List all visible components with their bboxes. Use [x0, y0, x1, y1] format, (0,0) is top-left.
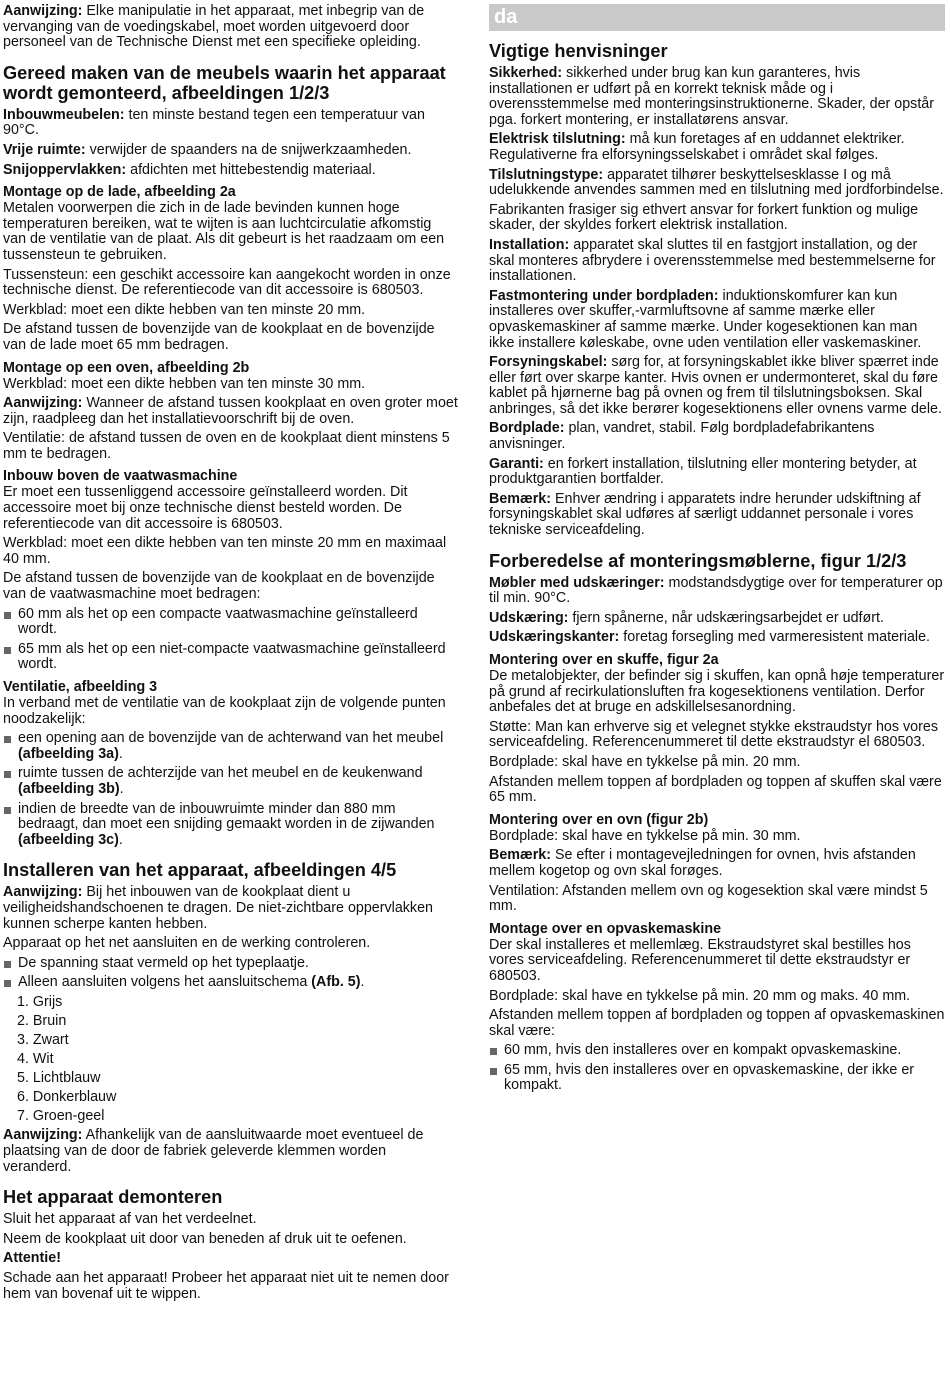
para-ovn-2: Bemærk: Se efter i montagevejledningen for ovnen, hvis afstanden mellem kogetop og ovn skal forøges.	[489, 847, 916, 879]
para-tilslutningstype: Tilslutningstype: apparatet tilhører beskyttelsesklasse I og må udelukkende anvendes sammen med en tilslutning med jordforbindelse.	[489, 166, 944, 199]
para-snijoppervlakken: Snijoppervlakken: afdichten met hittebestendig materiaal.	[3, 161, 376, 178]
para-oven-3: Ventilatie: de afstand tussen de oven en de kookplaat dient minstens 5 mm te bedragen.	[3, 430, 450, 462]
list-item: 60 mm als het op een compacte vaatwasmachine geïnstalleerd wordt.	[3, 607, 458, 638]
heading-skuffe: Montering over en skuffe, figur 2a	[489, 652, 719, 668]
list-item: indien de breedte van de inbouwruimte minder dan 880 mm bedraagt, dan moet een snijding gemaakt worden in de zijwanden (afbeelding 3c).	[3, 802, 458, 849]
para-bordplade: Bordplade: plan, vandret, stabil. Følg bordpladefabrikantens anvisninger.	[489, 420, 875, 453]
heading-forberedelse: Forberedelse af monteringsmøblerne, figur 1/2/3	[489, 550, 907, 571]
para-opvask-1: Der skal installeres et mellemlæg. Ekstraudstyret skal bestilles hos vores serviceafdeling. Referencenummeret til dette ekstraudstyr er 680503.	[489, 936, 911, 984]
list-item: 65 mm, hvis den installeres over en opvaskemaskine, der ikke er kompakt.	[489, 1063, 945, 1094]
para-skuffe-2: Støtte: Man kan erhverve sig et velegnet stykke ekstraudstyr hos vores serviceafdeling. Referencenummeret til dette ekstraudstyr el 680503.	[489, 718, 938, 751]
para-garanti: Garanti: en forkert installation, tilslutning eller montering betyder, at produktgarantien bortfalder.	[489, 455, 917, 488]
para-mobler: Møbler med udskæringer: modstandsdygtige over for temperaturer op til min. 90°C.	[489, 574, 943, 607]
heading-installeren: Installeren van het apparaat, afbeeldingen 4/5	[3, 860, 397, 881]
para-lade-2: Tussensteun: een geschikt accessoire kan aangekocht worden in onze technische dienst. De referentiecode van dit accessoire is 680503.	[3, 266, 451, 299]
para-ovn-1: Bordplade: skal have en tykkelse på min. 30 mm.	[489, 827, 801, 844]
wire-color-list	[3, 995, 458, 1125]
left-column	[3, 4, 458, 1306]
para-vaat-2: Werkblad: moet een dikte hebben van ten minste 20 mm en maximaal 40 mm.	[3, 535, 447, 567]
para-oven-1: Werkblad: moet een dikte hebben van ten minste 30 mm.	[3, 375, 366, 392]
para-fastmontering: Fastmontering under bordpladen: induktionskomfurer kan kun installeres over skuffer,-varmluftsovne af samme mærke eller opvaskemaskiner af samme mærke. Under kogesektionen kan man ikke installere køleskabe, ovne uden ventilation eller vaskemaskiner.	[489, 287, 922, 351]
heading-ventilatie: Ventilatie, afbeelding 3	[3, 679, 158, 695]
list-item: 3. Zwart	[17, 1031, 69, 1048]
para-dem-1: Sluit het apparaat af van het verdeelnet.	[3, 1211, 257, 1228]
language-tab: da	[489, 4, 945, 31]
list-item: De spanning staat vermeld op het typeplaatje.	[3, 956, 458, 972]
para-lade-4: De afstand tussen de bovenzijde van de kookplaat en de bovenzijde van de lade moet 65 mm bedragen.	[3, 321, 435, 353]
list-item: 65 mm als het op een niet-compacte vaatwasmachine geïnstalleerd wordt.	[3, 642, 458, 673]
para-oven-2: Aanwijzing: Wanneer de afstand tussen kookplaat en oven groter moet zijn, raadpleeg dan het installatievoorschrift bij de oven.	[3, 395, 458, 427]
heading-vigtige: Vigtige henvisninger	[489, 41, 668, 61]
vent-list	[3, 731, 458, 848]
list-item: 4. Wit	[17, 1050, 54, 1067]
list-item: ruimte tussen de achterzijde van het meubel en de keukenwand (afbeelding 3b).	[3, 766, 458, 797]
list-item: 2. Bruin	[17, 1012, 67, 1029]
para-dem-3: Schade aan het apparaat! Probeer het apparaat niet uit te nemen door hem van bovenaf uit te wippen.	[3, 1269, 449, 1302]
para-installation: Installation: apparatet skal sluttes til en fastgjort installation, og der skal monteres afbrydere i overensstemmelse med bestemmelserne for installationen.	[489, 236, 936, 285]
para-ovn-3: Ventilation: Afstanden mellem ovn og kogesektion skal være mindst 5 mm.	[489, 882, 928, 915]
heading-lade: Montage op de lade, afbeelding 2a	[3, 184, 236, 201]
para-sikkerhed: Sikkerhed: sikkerhed under brug kan kun garanteres, hvis installationen er udført på en korrekt teknisk måde og i overensstemmelse med monteringsinstruktionerne. Skader, der opstår pga. forkert montering, er installatørens ansvar.	[489, 65, 935, 128]
para-udskaering: Udskæring: fjern spånerne, når udskæringsarbejdet er udført.	[489, 609, 884, 626]
para-opvask-2: Bordplade: skal have en tykkelse på min. 20 mm og maks. 40 mm.	[489, 987, 911, 1004]
para-opvask-3: Afstanden mellem toppen af bordpladen og toppen af opvaskemaskinen skal være:	[489, 1007, 945, 1039]
install-list	[3, 956, 458, 991]
heading-vaatwas: Inbouw boven de vaatwasmachine	[3, 468, 238, 485]
para-bemaerk: Bemærk: Enhver ændring i apparatets indre herunder udskiftning af forsyningskablet skal udføres af særligt uddannet personale i vores tekniske serviceafdeling.	[489, 490, 921, 539]
list-item: 7. Groen-geel	[17, 1107, 105, 1124]
list-item: Alleen aansluiten volgens het aansluitschema (Afb. 5).	[3, 975, 458, 991]
list-item: 5. Lichtblauw	[17, 1069, 101, 1086]
para-fabrikanten: Fabrikanten frasiger sig ethvert ansvar for forkert funktion og mulige skader, der skyldes forkert elektrisk installation.	[489, 201, 919, 234]
right-column	[489, 4, 945, 1098]
para-inst-3: Aanwijzing: Afhankelijk van de aansluitwaarde moet eventueel de plaatsing van de door de fabriek geleverde klemmen worden veranderd.	[3, 1127, 424, 1175]
heading-ovn: Montering over en ovn (figur 2b)	[489, 811, 709, 828]
para-forsyningskabel: Forsyningskabel: sørg for, at forsyningskablet ikke bliver spærret inde eller ført over skarpe kanter. Hvis ovnen er undermonteret, skal du føre kablet på hjørnerne bag på ovnen og frem til tilslutningsboksen. Skal anbringes, så det ikke berører kogesektionens eller ovnens varme dele.	[489, 354, 942, 417]
para-vent-1: In verband met de ventilatie van de kookplaat zijn de volgende punten noodzakelijk:	[3, 695, 446, 727]
para-vrije-ruimte: Vrije ruimte: verwijder de spaanders na de snijwerkzaamheden.	[3, 141, 412, 158]
attentie-label: Attentie!	[3, 1250, 61, 1267]
para-skuffe-4: Afstanden mellem toppen af bordpladen og toppen af skuffen skal være 65 mm.	[489, 773, 942, 806]
heading-opvask: Montage over en opvaskemaskine	[489, 920, 722, 937]
heading-demonteren: Het apparaat demonteren	[3, 1187, 223, 1208]
list-item: 1. Grijs	[17, 993, 63, 1010]
para-lade-1: Metalen voorwerpen die zich in de lade bevinden kunnen hoge temperaturen bereiken, wat te wijten is aan luchtcirculatie afkomstig van de ventilatie van de plaat. Als dit gebeurt is het raadzaam om een tussensteun te gebruiken.	[3, 200, 445, 263]
intro-note: Aanwijzing: Elke manipulatie in het apparaat, met inbegrip van de vervanging van de voedingskabel, moet worden uitgevoerd door personeel van de Technische Dienst met een specifieke opleiding.	[3, 3, 425, 51]
heading-gereed: Gereed maken van de meubels waarin het apparaat wordt gemonteerd, afbeeldingen 1/2/3	[3, 62, 446, 103]
list-item: een opening aan de bovenzijde van de achterwand van het meubel (afbeelding 3a).	[3, 731, 458, 762]
list-item: 6. Donkerblauw	[17, 1088, 117, 1105]
opvask-list	[489, 1043, 945, 1094]
vaat-list	[3, 607, 458, 673]
para-udskaeringskanter: Udskæringskanter: foretag forsegling med varmeresistent materiale.	[489, 629, 931, 646]
para-vaat-3: De afstand tussen de bovenzijde van de kookplaat en de bovenzijde van de vaatwasmachine moet bedragen:	[3, 570, 435, 603]
para-inbouwmeubelen: Inbouwmeubelen: ten minste bestand tegen een temperatuur van 90°C.	[3, 106, 425, 139]
para-skuffe-1: De metalobjekter, der befinder sig i skuffen, kan opnå høje temperaturer på grund af recirkulationsluften fra kogesektionens ventilation. Derfor anbefales det at bruge en adskillelsesanordning.	[489, 668, 945, 716]
para-inst-2: Apparaat op het net aansluiten en de werking controleren.	[3, 935, 371, 952]
heading-oven: Montage op een oven, afbeelding 2b	[3, 359, 250, 376]
list-item: 60 mm, hvis den installeres over en kompakt opvaskemaskine.	[489, 1043, 945, 1059]
para-lade-3: Werkblad: moet een dikte hebben van ten minste 20 mm.	[3, 301, 366, 318]
para-skuffe-3: Bordplade: skal have en tykkelse på min. 20 mm.	[489, 753, 801, 770]
para-dem-2: Neem de kookplaat uit door van beneden af druk uit te oefenen.	[3, 1230, 407, 1247]
para-elektrisk: Elektrisk tilslutning: må kun foretages af en uddannet elektriker. Regulativerne fra elforsyningsselskabet i området skal følges.	[489, 131, 905, 163]
para-vaat-1: Er moet een tussenliggend accessoire geïnstalleerd worden. Dit accessoire moet bij onze technische dienst besteld worden. De referentiecode van dit accessoire is 680503.	[3, 484, 408, 532]
para-inst-1: Aanwijzing: Bij het inbouwen van de kookplaat dient u veiligheidshandschoenen te dragen. De niet-zichtbare oppervlakken kunnen scherpe kanten hebben.	[3, 884, 433, 932]
